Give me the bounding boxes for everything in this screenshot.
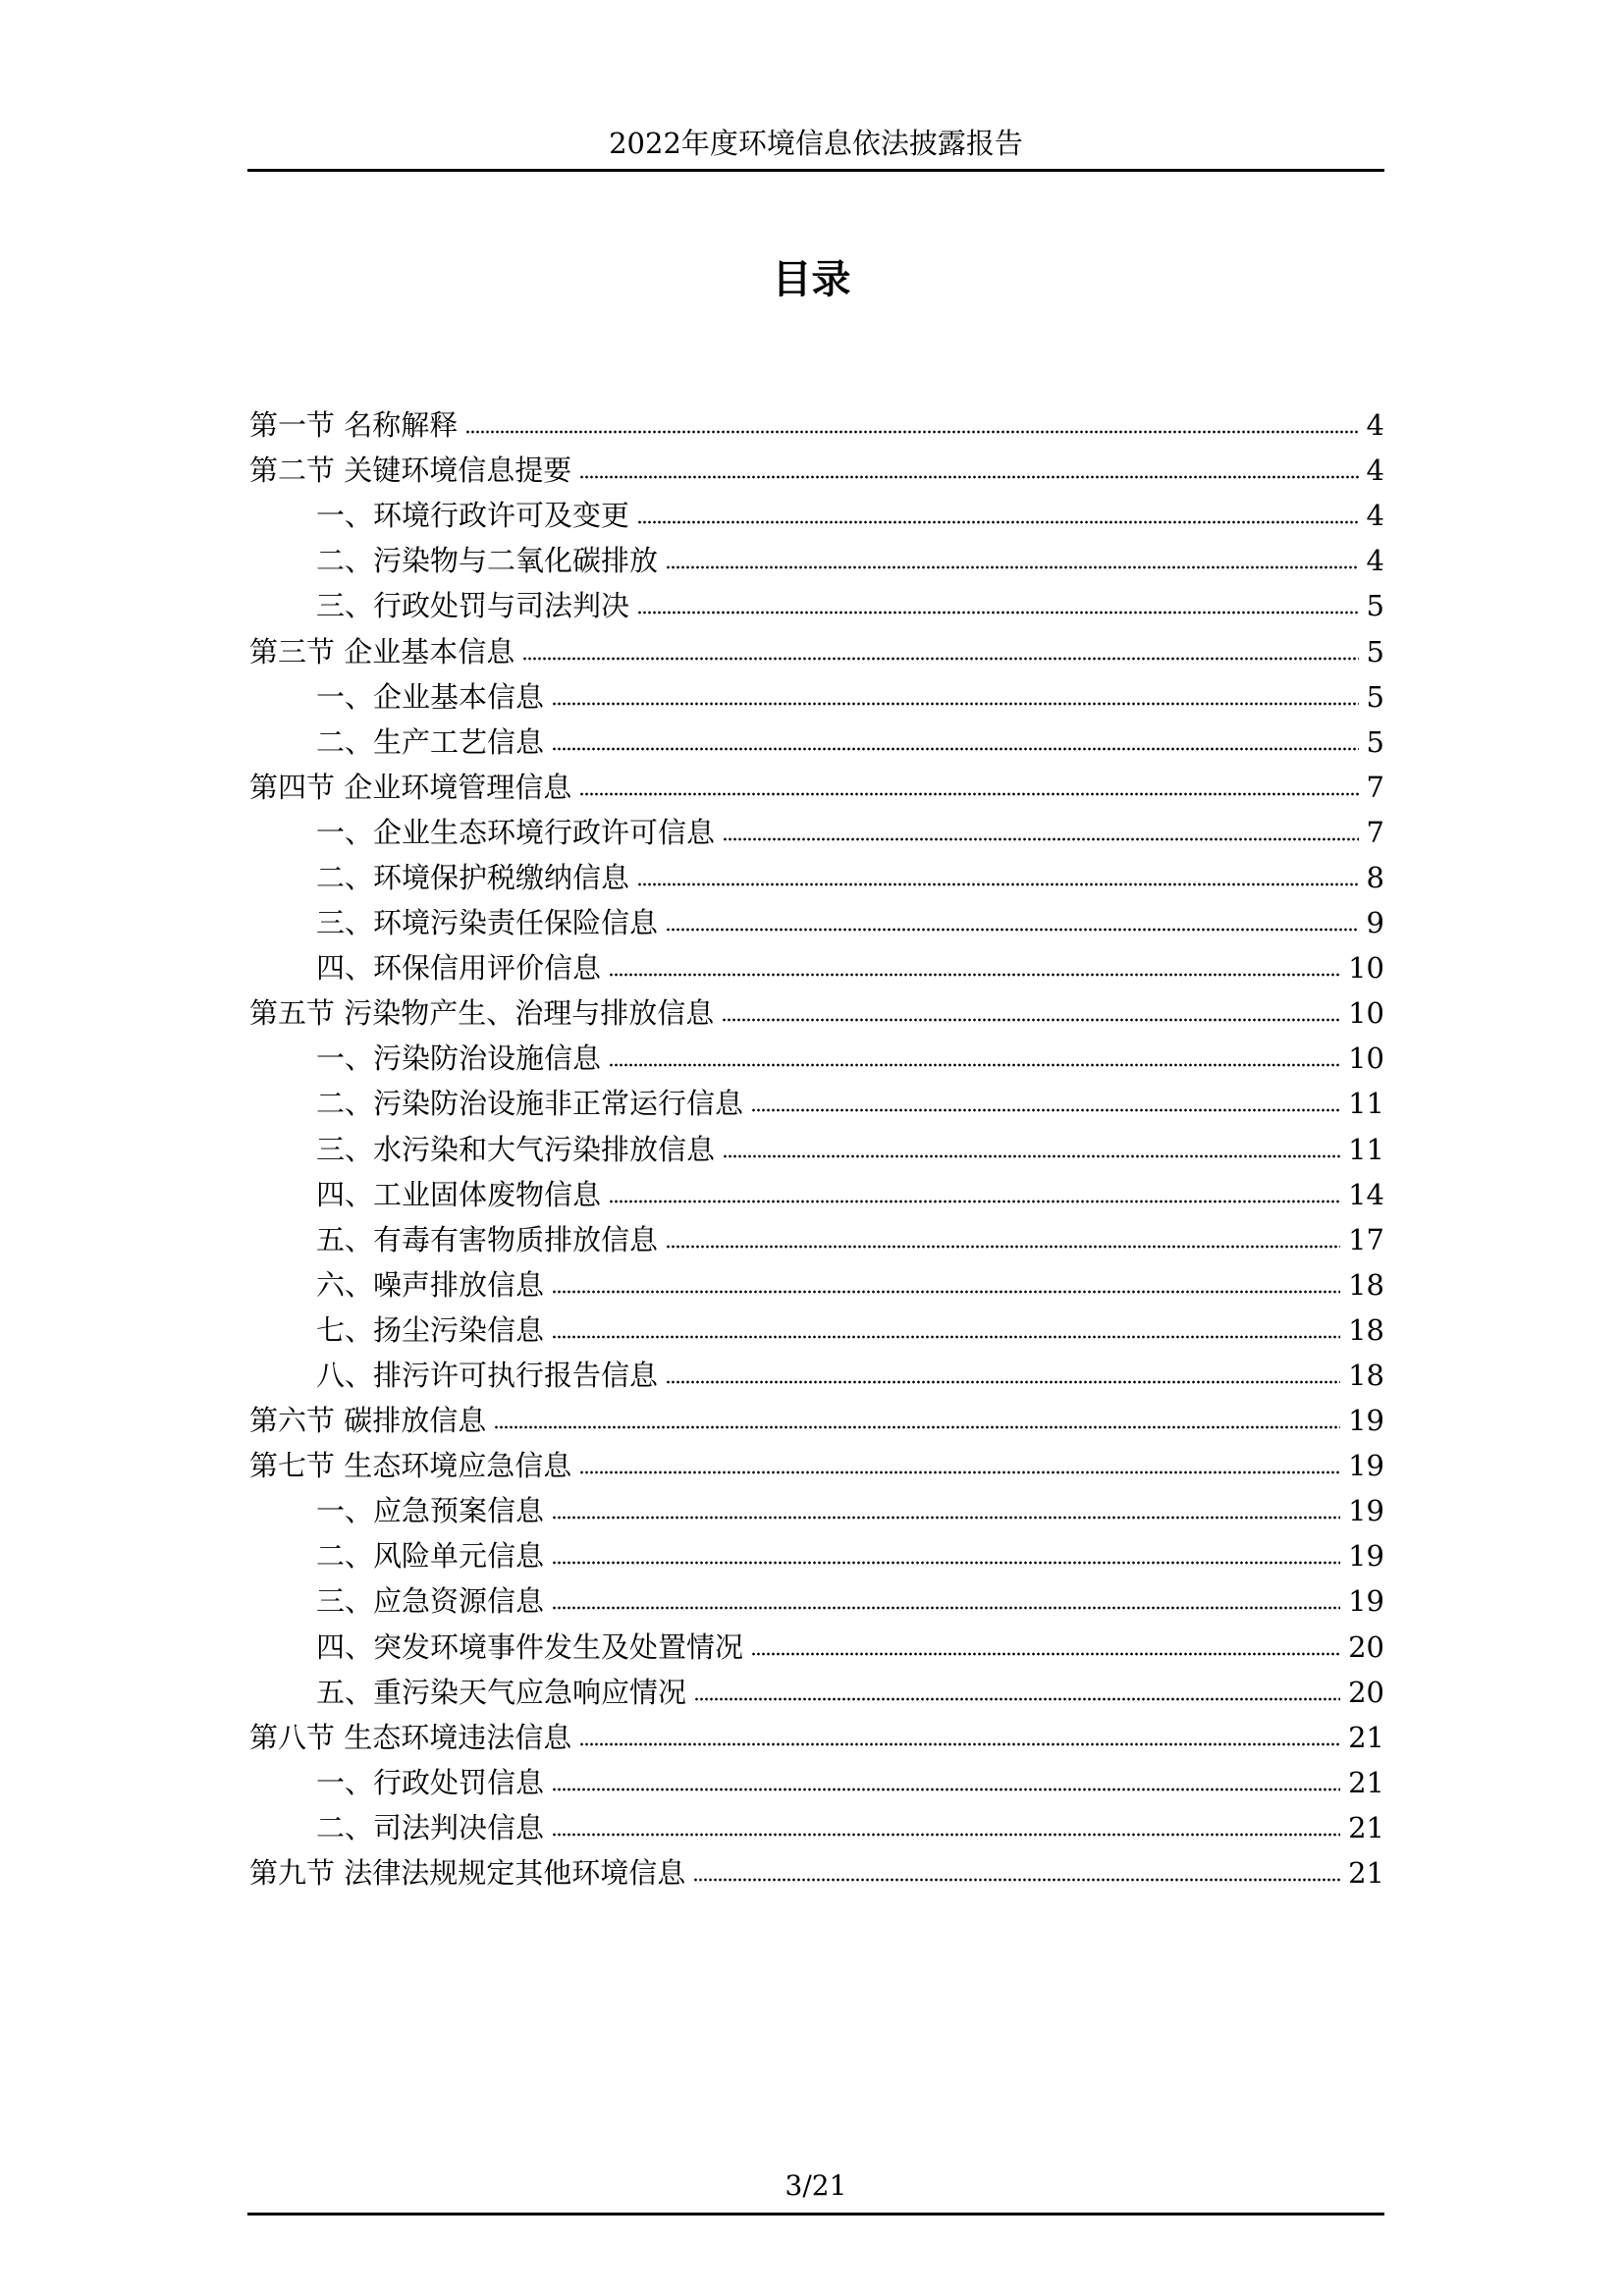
toc-entry-page-number: 21: [1348, 1810, 1384, 1844]
toc-dot-leader: [666, 565, 1359, 569]
toc-entry-label: 一、应急预案信息: [316, 1494, 545, 1528]
toc-dot-leader: [494, 1425, 1340, 1429]
toc-entry-page-number: 21: [1348, 1720, 1384, 1754]
toc-dot-leader: [609, 1063, 1340, 1067]
toc-entry-label: 五、重污染天气应急响应情况: [316, 1675, 687, 1709]
toc-subsection-entry[interactable]: [249, 855, 1384, 900]
toc-dot-leader: [552, 1561, 1340, 1565]
toc-entry-label: 一、环境行政许可及变更: [316, 499, 630, 533]
toc-entry-label: 二、污染物与二氧化碳排放: [316, 544, 659, 578]
toc-dot-leader: [637, 520, 1359, 524]
toc-dot-leader: [579, 475, 1358, 479]
toc-subsection-entry[interactable]: [249, 1308, 1384, 1353]
toc-subsection-entry[interactable]: [249, 1172, 1384, 1217]
toc-dot-leader: [552, 1516, 1340, 1520]
toc-dot-leader: [693, 1878, 1340, 1882]
toc-dot-leader: [552, 747, 1359, 751]
toc-subsection-entry[interactable]: [249, 1036, 1384, 1081]
toc-entry-label: 二、风险单元信息: [316, 1539, 545, 1574]
toc-entry-label: 第八节 生态环境违法信息: [249, 1720, 572, 1754]
toc-subsection-entry[interactable]: [249, 1217, 1384, 1262]
toc-entry-page-number: 21: [1348, 1765, 1384, 1799]
toc-dot-leader: [637, 611, 1359, 614]
toc-entry-label: 六、噪声排放信息: [316, 1267, 545, 1302]
toc-section-entry[interactable]: [249, 990, 1384, 1036]
toc-subsection-entry[interactable]: [249, 493, 1384, 538]
toc-entry-label: 第四节 企业环境管理信息: [249, 770, 572, 804]
page-header: [247, 118, 1384, 172]
toc-subsection-entry[interactable]: [249, 1625, 1384, 1670]
toc-entry-page-number: 20: [1348, 1629, 1384, 1664]
toc-entry-label: 二、污染防治设施非正常运行信息: [316, 1087, 744, 1121]
toc-entry-page-number: 7: [1366, 770, 1384, 804]
toc-entry-page-number: 19: [1348, 1539, 1384, 1574]
toc-subsection-entry[interactable]: [249, 538, 1384, 583]
toc-subsection-entry[interactable]: [249, 674, 1384, 720]
toc-dot-leader: [552, 1606, 1340, 1610]
toc-entry-label: 一、企业基本信息: [316, 679, 545, 714]
toc-entry-label: 三、应急资源信息: [316, 1584, 545, 1619]
toc-section-entry[interactable]: [249, 1398, 1384, 1443]
toc-entry-page-number: 10: [1348, 996, 1384, 1031]
toc-entry-page-number: 21: [1348, 1856, 1384, 1891]
toc-title: 目录: [772, 256, 851, 302]
toc-entry-page-number: 4: [1366, 408, 1384, 443]
page-footer: [247, 2160, 1384, 2216]
toc-entry-page-number: 4: [1366, 499, 1384, 533]
toc-dot-leader: [637, 882, 1359, 886]
toc-entry-page-number: 5: [1366, 679, 1384, 714]
toc-entry-page-number: 5: [1366, 634, 1384, 668]
toc-entry-label: 第二节 关键环境信息提要: [249, 454, 572, 488]
toc-entry-page-number: 19: [1348, 1494, 1384, 1528]
toc-entry-page-number: 10: [1348, 951, 1384, 986]
document-title: 2022年度环境信息依法披露报告: [609, 127, 1023, 160]
toc-section-entry[interactable]: [249, 628, 1384, 673]
toc-subsection-entry[interactable]: [249, 1353, 1384, 1398]
toc-entry-label: 四、突发环境事件发生及处置情况: [316, 1629, 744, 1664]
toc-entry-page-number: 18: [1348, 1359, 1384, 1393]
toc-entry-page-number: 11: [1348, 1087, 1384, 1121]
toc-section-entry[interactable]: [249, 1715, 1384, 1760]
toc-section-entry[interactable]: [249, 402, 1384, 448]
toc-entry-label: 三、水污染和大气污染排放信息: [316, 1132, 716, 1166]
toc-dot-leader: [552, 1290, 1340, 1294]
toc-dot-leader: [609, 973, 1340, 977]
toc-entry-page-number: 5: [1366, 724, 1384, 759]
toc-entry-label: 第六节 碳排放信息: [249, 1404, 487, 1438]
toc-entry-label: 二、环境保护税缴纳信息: [316, 860, 630, 894]
toc-dot-leader: [694, 1697, 1340, 1701]
toc-entry-label: 七、扬尘污染信息: [316, 1312, 545, 1347]
toc-entry-page-number: 18: [1348, 1312, 1384, 1347]
toc-subsection-entry[interactable]: [249, 1081, 1384, 1126]
toc-subsection-entry[interactable]: [249, 1670, 1384, 1715]
toc-entry-label: 五、有毒有害物质排放信息: [316, 1222, 659, 1256]
toc-subsection-entry[interactable]: [249, 1533, 1384, 1578]
toc-subsection-entry[interactable]: [249, 720, 1384, 765]
toc-entry-page-number: 8: [1366, 860, 1384, 894]
toc-entry-label: 八、排污许可执行报告信息: [316, 1359, 659, 1393]
toc-entry-page-number: 5: [1366, 589, 1384, 623]
toc-dot-leader: [552, 702, 1359, 706]
toc-section-entry[interactable]: [249, 1443, 1384, 1488]
toc-entry-page-number: 19: [1348, 1584, 1384, 1619]
toc-subsection-entry[interactable]: [249, 1760, 1384, 1805]
toc-entry-page-number: 18: [1348, 1267, 1384, 1302]
toc-subsection-entry[interactable]: [249, 1488, 1384, 1533]
page-number: 3/21: [784, 2169, 847, 2202]
toc-entry-label: 一、行政处罚信息: [316, 1765, 545, 1799]
toc-section-entry[interactable]: [249, 765, 1384, 810]
toc-entry-label: 三、环境污染责任保险信息: [316, 906, 659, 940]
toc-entry-page-number: 19: [1348, 1449, 1384, 1483]
toc-subsection-entry[interactable]: [249, 810, 1384, 855]
toc-dot-leader: [666, 928, 1359, 932]
toc-dot-leader: [579, 1742, 1340, 1746]
toc-entry-label: 二、生产工艺信息: [316, 724, 545, 759]
toc-entry-label: 一、企业生态环境行政许可信息: [316, 815, 716, 849]
toc-dot-leader: [579, 1470, 1340, 1474]
toc-dot-leader: [609, 1200, 1340, 1203]
toc-entry-label: 第七节 生态环境应急信息: [249, 1449, 572, 1483]
toc-entry-page-number: 9: [1366, 906, 1384, 940]
toc-section-entry[interactable]: [249, 448, 1384, 493]
toc-subsection-entry[interactable]: [249, 583, 1384, 628]
toc-entry-page-number: 4: [1366, 454, 1384, 488]
toc-dot-leader: [522, 657, 1358, 661]
toc-dot-leader: [552, 1833, 1340, 1837]
toc-subsection-entry[interactable]: [249, 1805, 1384, 1850]
toc-dot-leader: [723, 837, 1359, 841]
toc-section-entry[interactable]: [249, 1850, 1384, 1896]
toc-entry-page-number: 20: [1348, 1675, 1384, 1709]
toc-subsection-entry[interactable]: [249, 1127, 1384, 1172]
toc-entry-label: 四、工业固体废物信息: [316, 1177, 602, 1211]
toc-dot-leader: [666, 1245, 1340, 1249]
toc-entry-page-number: 10: [1348, 1041, 1384, 1076]
toc-subsection-entry[interactable]: [249, 1262, 1384, 1308]
table-of-contents: [249, 402, 1384, 1896]
toc-dot-leader: [722, 1018, 1340, 1022]
toc-entry-page-number: 7: [1366, 815, 1384, 849]
toc-dot-leader: [579, 792, 1358, 796]
toc-subsection-entry[interactable]: [249, 1578, 1384, 1624]
toc-dot-leader: [666, 1380, 1340, 1384]
toc-dot-leader: [751, 1652, 1340, 1656]
toc-entry-page-number: 19: [1348, 1404, 1384, 1438]
toc-entry-label: 第五节 污染物产生、治理与排放信息: [249, 996, 715, 1031]
toc-dot-leader: [552, 1335, 1340, 1339]
toc-entry-label: 第三节 企业基本信息: [249, 634, 515, 668]
toc-entry-label: 三、行政处罚与司法判决: [316, 589, 630, 623]
toc-entry-label: 二、司法判决信息: [316, 1810, 545, 1844]
toc-dot-leader: [723, 1154, 1340, 1158]
toc-entry-page-number: 14: [1348, 1177, 1384, 1211]
toc-subsection-entry[interactable]: [249, 900, 1384, 945]
toc-entry-label: 第一节 名称解释: [249, 408, 459, 443]
toc-entry-label: 四、环保信用评价信息: [316, 951, 602, 986]
toc-entry-label: 一、污染防治设施信息: [316, 1041, 602, 1076]
toc-dot-leader: [751, 1108, 1340, 1112]
toc-subsection-entry[interactable]: [249, 945, 1384, 990]
toc-dot-leader: [465, 430, 1358, 434]
toc-entry-page-number: 11: [1348, 1132, 1384, 1166]
toc-entry-page-number: 17: [1348, 1222, 1384, 1256]
toc-dot-leader: [552, 1788, 1340, 1791]
toc-entry-page-number: 4: [1366, 544, 1384, 578]
toc-entry-label: 第九节 法律法规规定其他环境信息: [249, 1856, 686, 1891]
